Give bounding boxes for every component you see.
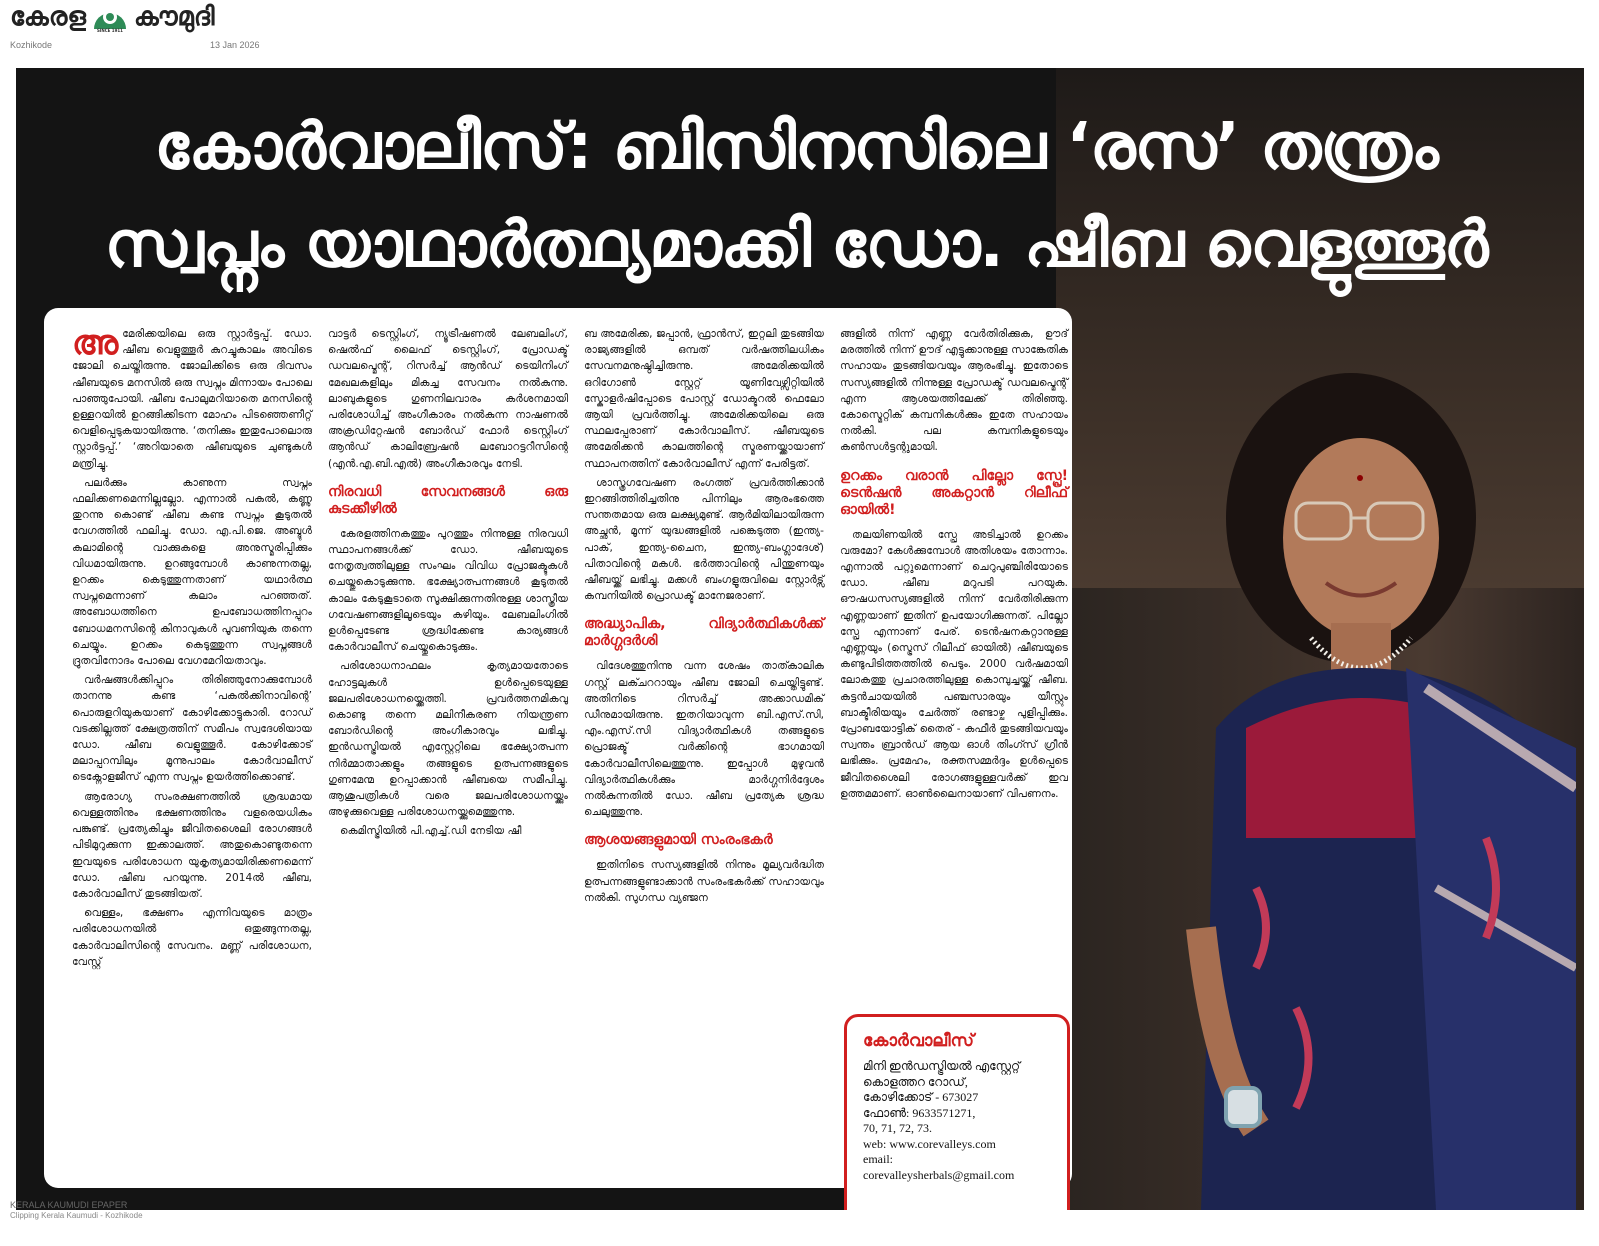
paragraph: പരിശോധനാഫലം കൃത്യമായതോടെ ഹോട്ടലുകൾ ഉൾപ്പെടെയുള്ള ജലപരിശോധനയ്ക്കെത്തി. പ്രവർത്തനമികവു കൊണ്ടു തന്നെ മലിനീകരണ നിയന്ത്രണ ബോർഡിന്റെ അംഗീകാരവും ലഭിച്ചു. ഇൻഡസ്ട്രിയൽ എസ്റ്റേറ്റിലെ ഭക്ഷ്യോത്പന്ന നിർമ്മാതാക്കളും തങ്ങളുടെ ഉത്പന്നങ്ങളുടെ ഗുണമേന്മ ഉറപ്പാക്കാൻ ഷീബയെ സമീപിച്ചു. ആശുപത്രികൾ വരെ ജലപരിശോധനയ്ക്കും അഴുക്കുവെള്ള പരിശോധനയ്ക്കുമെത്തുന്നു.	[328, 660, 568, 819]
paragraph: പലർക്കും കാണുന്ന സ്വപ്നം ഫലിക്കണമെന്നില്ലല്ലോ. എന്നാൽ പകൽ, കണ്ണു തുറന്നു കൊണ്ട് ഷീബ കണ്ട സ്വപ്നം കൂടുതൽ വേഗത്തിൽ ഫലിച്ചു. ഡോ. എ.പി.ജെ. അബ്ദുൾ കലാമിന്റെ വാക്കുകളെ അനുസ്മരിപ്പിക്കും വിധമായിരുന്നു. ഉറങ്ങുമ്പോൾ കാണുന്നതല്ല, ഉറക്കം കെടുത്തുന്നതാണ് യഥാർത്ഥ സ്വപ്നമെന്നാണ് കലാം പറഞ്ഞത്. അബോധത്തിനെ ഉപബോധത്തിനപ്പുറം ബോധമനസിന്റെ കിനാവുകൾ പൂവണിയുക തന്നെ ചെയ്യും. ഉറക്കം കെടുത്തുന്ന സ്വപ്നങ്ങൾ ദ്രുതവിനോദം പോലെ വേഗമേറിയതാവും.	[72, 476, 312, 668]
since-text: SINCE 1911	[96, 27, 123, 33]
subheading: ഉറക്കം വരാൻ പില്ലോ സ്പ്രേ! ടെൻഷൻ അകറ്റാൻ റിലീഫ് ഓയിൽ!	[840, 467, 1068, 518]
paragraph: ഇതിനിടെ സസ്യങ്ങളിൽ നിന്നും മൂല്യവർദ്ധിത ഉത്പന്നങ്ങളുണ്ടാക്കാൻ സംരംഭകർക്ക് സഹായവും നൽകി. സുഗന്ധ വ്യഞ്ജന	[584, 859, 824, 904]
paragraph: ബ അമേരിക്ക, ജപ്പാൻ, ഫ്രാൻസ്, ഇറ്റലി തുടങ്ങിയ രാജ്യങ്ങളിൽ ഒമ്പത് വർഷത്തിലധികം സേവനമനുഷ്ഠിച്ചിരുന്നു. അമേരിക്കയിൽ ഒറിഗോൺ സ്റ്റേറ്റ് യൂണിവേഴ്സിറ്റിയിൽ സ്കോളർഷിപ്പോടെ പോസ്റ്റ് ഡോക്ടറൽ ഫെലോ ആയി പ്രവർത്തിച്ചു. അമേരിക്കയിലെ ഒരു സ്ഥലപ്പേരാണ് കോർവാലീസ്. ഷീബയുടെ അമേരിക്കൻ കാലത്തിന്റെ സ്മരണയ്ക്കായാണ് സ്ഥാപനത്തിന് കോർവാലീസ് എന്ന് പേരിട്ടത്.	[584, 328, 824, 470]
footer-credit: Clipping Kerala Kaumudi - Kozhikode	[10, 1211, 143, 1220]
infobox-line: കൊളത്തറ റോഡ്,	[863, 1074, 968, 1089]
infobox-line: മിനി ഇൻഡസ്ട്രിയൽ എസ്റ്റേറ്റ്	[863, 1059, 1021, 1073]
infobox-line: email:	[863, 1152, 893, 1166]
paragraph: വർഷങ്ങൾക്കിപ്പുറം തിരിഞ്ഞുനോക്കുമ്പോൾ താനന്നു കണ്ട ‘പകൽക്കിനാവിന്റെ’ പൊരുളറിയുകയാണ് കോഴിക്കോട്ടുകാരി. റോഡ് വടക്കില്ലത്ത് ക്ഷേത്രത്തിന് സമീപം സ്വദേശിയായ ഡോ. ഷീബ വെളുത്തൂർ. കോഴിക്കോട് മലാപ്പറമ്പിലും മൂന്നുപാലം കോർവാലീസ് ടെക്നോളജീസ് എന്ന സ്വപ്നം ഉയർത്തിക്കൊണ്ട്.	[72, 674, 312, 784]
article-column-2	[328, 326, 568, 843]
paragraph: വിദേശത്തുനിന്നു വന്ന ശേഷം താത്കാലിക ഗസ്റ്റ് ലക്ചററായും ഷീബ ജോലി ചെയ്തിട്ടുണ്ട്. അതിനിടെ റിസർച്ച് അക്കാഡമിക് ഡീനുമായിരുന്നു. ഇതറിയാവുന്ന ബി.എസ്.സി, എം.എസ്.സി വിദ്യാർത്ഥികൾ തങ്ങളുടെ പ്രൊജക്ട് വർക്കിന്റെ ഭാഗമായി കോർവാലീസിലെത്തുന്നു. ഇപ്പോൾ മുഴുവൻ വിദ്യാർത്ഥികൾക്കും മാർഗ്ഗനിർദ്ദേശം നൽകുന്നതിൽ ഡോ. ഷീബ പ്രത്യേക ശ്രദ്ധ ചെലുത്തുന്നു.	[584, 660, 824, 819]
infobox-phone: ഫോൺ: 9633571271,	[863, 1105, 976, 1120]
paragraph: ആരോഗ്യ സംരക്ഷണത്തിൽ ശ്രദ്ധമായ വെള്ളത്തിനും ഭക്ഷണത്തിനും വളരെയധികം പങ്കുണ്ട്. പ്രത്യേകിച്ചും ജീവിതശൈലി രോഗങ്ങൾ പിടിമുറുക്കുന്ന ഇക്കാലത്ത്. അതുകൊണ്ടുതന്നെ ഇവയുടെ പരിശോധന യുകൃത്യമായിരിക്കണമെന്ന് ഡോ. ഷീബ പറയുന്നു. 2014ൽ ഷീബ, കോർവാലീസ് തുടങ്ങിയത്.	[72, 790, 312, 900]
drop-cap: അ	[72, 323, 119, 363]
paragraph: ശാസ്ത്രഗവേഷണ രംഗത്ത് പ്രവർത്തിക്കാൻ ഇറങ്ങിത്തിരിച്ചതിനു പിന്നിലും ആരംഭത്തെ സന്തതമായ ഒരു ലക്ഷ്യമുണ്ട്. ആർമിയിലായിരുന്ന അച്ഛൻ, മൂന്ന് യുദ്ധങ്ങളിൽ പങ്കെടുത്ത (ഇന്ത്യ-പാക്, ഇന്ത്യ-ചൈന, ഇന്ത്യ-ബംഗ്ലാദേശ്) പിതാവിന്റെ മകൾ. ഭർത്താവിന്റെ പിന്തുണയും ഷീബയ്ക്ക് ലഭിച്ചു. മക്കൾ ബംഗളൂരുവിലെ സ്റ്റോർട്സ് കമ്പനിയിൽ പ്രൊഡക്ട് മാനേജരാണ്.	[584, 476, 824, 603]
contact-infobox	[844, 1014, 1070, 1210]
paragraph: കേരളത്തിനകത്തും പുറത്തും നിന്നുള്ള നിരവധി സ്ഥാപനങ്ങൾക്ക് ഡോ. ഷീബയുടെ നേതൃത്വത്തിലുള്ള സംഘം വിവിധ പ്രോജക്ടുകൾ ചെയ്തുകൊടുക്കുന്നു. ഭക്ഷ്യോത്പന്നങ്ങൾ കൂടുതൽ കാലം കേടുകൂടാതെ സൂക്ഷിക്കുന്നതിനുള്ള ശാസ്ത്രീയ ഗവേഷണങ്ങളിലൂടെയും കഴിയും. ലേബലിംഗിൽ ഉൾപ്പെടേണ്ട ശ്രദ്ധിക്കേണ്ട കാര്യങ്ങൾ കോർവാലീസ് ചെയ്തുകൊടുക്കും.	[328, 527, 568, 654]
headline-line-1: കോർവാലീസ്: ബിസിനസിലെ ‘രസ’ തന്ത്രം	[154, 110, 1438, 184]
infobox-website-link[interactable]: web: www.corevalleys.com	[863, 1136, 996, 1151]
article-column-3	[584, 326, 824, 909]
paragraph: തലയിണയിൽ സ്പ്രേ അടിച്ചാൽ ഉറക്കം വരുമോ? കേൾക്കുമ്പോൾ അതിശയം തോന്നാം. എന്നാൽ പറ്റുമെന്നാണ് ചെറുപുഞ്ചിരിയോടെ ഡോ. ഷീബ മറുപടി പറയുക. ഔഷധസസ്യങ്ങളിൽ നിന്ന് വേർതിരിക്കുന്ന എണ്ണയാണ് ഇതിന് ഉപയോഗിക്കുന്നത്. പില്ലോ സ്പ്രേ എന്നാണ് പേര്. ടെൻഷനകറ്റാനുള്ള എണ്ണയും (സ്ട്രെസ് റിലീഫ് ഓയിൽ) ഷീബയുടെ കണ്ടുപിടിത്തത്തിൽ പെടും. 2000 വർഷമായി ലോകത്തു പ്രചാരത്തിലുള്ള കൊമ്പുച്ചയ്ക്ക് ഷീബ. കട്ടൻചായയിൽ പഞ്ചസാരയും യീസ്റ്റും ബാക്ടീരിയയും ചേർത്ത് രണ്ടാഴ്ച പുളിപ്പിക്കും. പ്രോബയോട്ടിക് തൈര് - കഫീർ തുടങ്ങിയവയും സ്വന്തം ബ്രാൻഡ് ആയ ഓൾ തിംഗ്സ് ഗ്രീൻ ലഭിക്കും. പ്രമേഹം, രക്തസമ്മർദ്ദം ഉൾപ്പെടെ ജീവിതശൈലി രോഗങ്ങളുള്ളവർക്ക് ഇവ ഉത്തമമാണ്. ഓൺലൈനായാണ് വിപണനം.	[840, 528, 1068, 800]
article-clipping	[16, 68, 1584, 1210]
infobox-line: കോഴിക്കോട് - 673027	[863, 1090, 979, 1104]
paragraph: വെള്ളം, ഭക്ഷണം എന്നിവയുടെ മാത്രം പരിശോധനയിൽ ഒതുങ്ങുന്നതല്ല, കോർവാലിസിന്റെ സേവനം. മണ്ണ് പരിശോധന, വേസ്റ്റ്	[72, 907, 312, 968]
article-panel	[44, 308, 1072, 1188]
paragraph: വാട്ടർ ടെസ്റ്റിംഗ്, ന്യൂട്രീഷണൽ ലേബലിംഗ്, ഷെൽഫ് ലൈഫ് ടെസ്റ്റിംഗ്, പ്രോഡക്ട് ഡവലപ്മെന്റ്, റിസർച്ച് ആൻഡ് ടെയിനിംഗ് മേഖലകളിലും മികച്ച സേവനം നൽകുന്നു. ലാബുകളുടെ ഗുണനിലവാരം കർശനമായി പരിശോധിച്ച് അംഗീകാരം നൽകുന്ന നാഷണൽ അക്രഡിറ്റേഷൻ ബോർഡ് ഫോർ ടെസ്റ്റിംഗ് ആൻഡ് കാലിബ്രേഷൻ ലബോറട്ടറീസിന്റെ (എൻ.എ.ബി.എൽ) അംഗീകാരവും നേടി.	[328, 328, 568, 470]
paragraph: അമേരിക്കയിലെ ഒരു സ്റ്റാർട്ടപ്പ്. ഡോ. ഷീബ വെളുത്തൂർ കുറച്ചുകാലം അവിടെ ജോലി ചെയ്തിരുന്നു. ജോലിക്കിടെ ഒരു ദിവസം ഷീബയുടെ മനസിൽ ഒരു സ്വപ്നം മിന്നായം പോലെ പാഞ്ഞുപോയി. ഷീബ പോലുമറിയാതെ മനസിന്റെ ഉള്ളറയിൽ ഉറങ്ങിക്കിടന്ന മോഹം പിടഞ്ഞെണീറ്റ് വെളിപ്പെടുകയായിരുന്നു. ‘തനിക്കും ഇതുപോലൊരു സ്റ്റാർട്ടപ്പ്.’ ‘അറിയാതെ ഷീബയുടെ ചുണ്ടുകൾ മന്ത്രിച്ചു.	[72, 323, 312, 470]
subheading: അദ്ധ്യാപിക, വിദ്യാർത്ഥികൾക്ക് മാർഗ്ഗദർശി	[584, 616, 824, 650]
brand-logo[interactable]	[10, 2, 215, 33]
infobox-line: 70, 71, 72, 73.	[863, 1121, 932, 1135]
brand-emblem-icon	[90, 3, 130, 33]
portrait-photo	[1106, 368, 1576, 1210]
footer-title: KERALA KAUMUDI EPAPER	[10, 1200, 128, 1210]
paragraph: ങ്ങളിൽ നിന്ന് എണ്ണ വേർതിരിക്കുക, ഊദ് മരത്തിൽ നിന്ന് ഊദ് എട്ടുക്കാനുള്ള സാങ്കേതിക സഹായം തുടങ്ങിയവയും ആരംഭിച്ചു. ഇതോടെ സസ്യങ്ങളിൽ നിന്നുള്ള പ്രോഡക്ട് ഡവലപ്മെന്റ് എന്ന ആശയത്തിലേക്ക് തിരിഞ്ഞു. കോസ്മെറ്റിക് കമ്പനികൾക്കും ഇതേ സഹായം നൽകി. പല കമ്പനികളുടെയും കൺസൾട്ടന്റുമായി.	[840, 328, 1068, 454]
infobox-email-link[interactable]: corevalleysherbals@gmail.com	[863, 1167, 1015, 1182]
subheading: നിരവധി സേവനങ്ങൾ ഒരു കുടക്കീഴിൽ	[328, 483, 568, 517]
article-column-1	[72, 323, 312, 973]
brand-right-text: കൗമുദി	[133, 2, 215, 32]
paragraph: കെമിസ്ട്രിയിൽ പി.എച്ച്.ഡി നേടിയ ഷീ	[340, 825, 522, 838]
subheading: ആശയങ്ങളുമായി സംരംഭകർ	[584, 832, 773, 849]
infobox-title: കോർവാലീസ്	[863, 1031, 974, 1051]
edition-label: Kozhikode	[10, 40, 53, 50]
headline-line-2: സ്വപ്നം യാഥാർത്ഥ്യമാക്കി ഡോ. ഷീബ വെളുത്തൂർ	[104, 208, 1488, 282]
masthead	[10, 2, 270, 50]
article-column-4	[840, 326, 1068, 805]
edition-date: 13 Jan 2026	[210, 40, 260, 50]
brand-left-text: കേരള	[10, 2, 86, 32]
